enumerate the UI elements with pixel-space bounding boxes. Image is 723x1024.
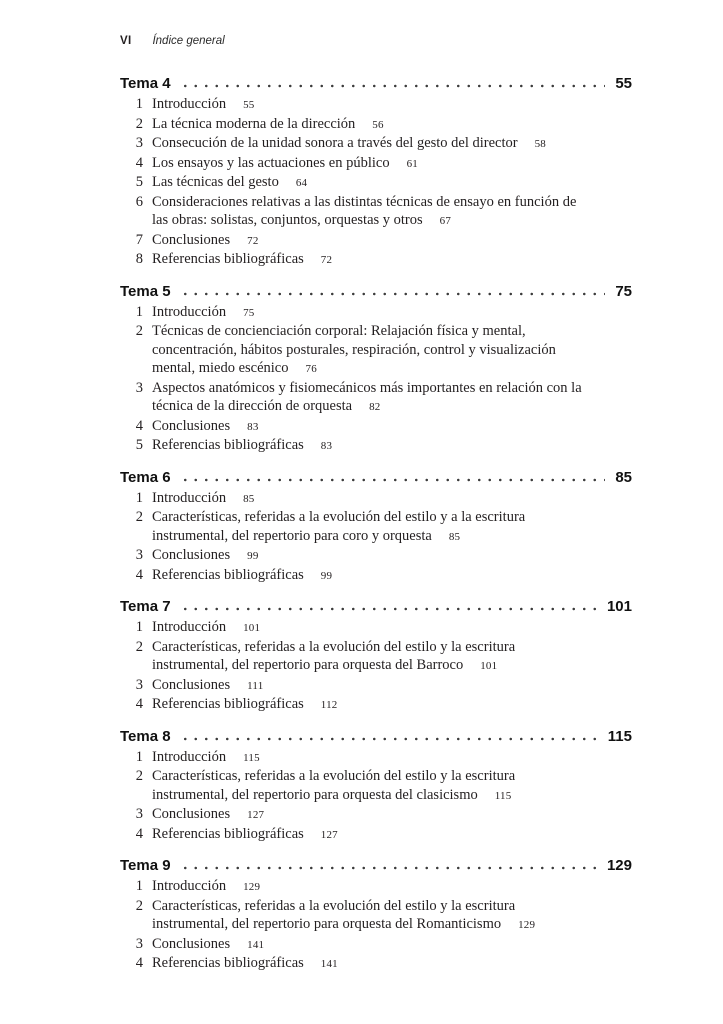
toc-section-heading — [120, 856, 632, 875]
item-body — [152, 748, 260, 768]
item-page: 112 — [320, 699, 338, 711]
toc-section — [120, 727, 632, 845]
item-title: Introducción — [152, 489, 227, 506]
toc-entry — [120, 193, 632, 231]
dot-leader — [180, 74, 606, 93]
item-number: 2 — [135, 768, 143, 784]
item-page: 56 — [372, 118, 384, 131]
item-number: 1 — [135, 489, 143, 506]
section-page: 101 — [606, 598, 632, 615]
item-number: 5 — [135, 437, 143, 453]
toc-entry — [120, 825, 632, 845]
toc-entry — [120, 436, 632, 456]
section-page: 75 — [615, 282, 632, 300]
item-number: 4 — [135, 696, 143, 712]
item-title: Referencias bibliográficas — [152, 251, 304, 267]
section-page: 85 — [615, 468, 632, 486]
toc-entry — [120, 508, 632, 546]
item-body — [152, 897, 585, 935]
item-page: 82 — [369, 401, 381, 413]
item-body — [152, 935, 264, 955]
running-header — [120, 34, 632, 48]
section-title: Tema 4 — [120, 75, 171, 92]
toc-entry — [120, 618, 632, 638]
toc-entry — [120, 154, 632, 174]
page-folio: VI — [120, 35, 132, 47]
item-title: Conclusiones — [152, 806, 231, 822]
toc-section-heading — [120, 727, 632, 746]
toc-entry — [120, 173, 632, 193]
item-page: 85 — [448, 530, 461, 543]
toc-entry — [120, 638, 632, 676]
item-title: Introducción — [152, 748, 227, 765]
section-page: 55 — [615, 75, 632, 92]
item-number: 1 — [135, 619, 143, 635]
item-body — [152, 193, 585, 231]
item-body — [152, 95, 255, 115]
item-title: Referencias bibliográficas — [152, 566, 304, 583]
toc-entry — [120, 417, 632, 437]
item-number: 3 — [135, 935, 143, 952]
item-page: 129 — [243, 881, 261, 893]
item-number: 4 — [135, 154, 143, 171]
section-title: Tema 5 — [120, 282, 171, 300]
item-number: 2 — [135, 509, 143, 525]
item-page: 76 — [305, 363, 317, 375]
item-page: 83 — [320, 440, 333, 452]
item-body — [152, 173, 307, 193]
item-title: Características, referidas a la evolución del estilo y a la escritura instrumental, del repertorio para coro y orquesta — [152, 509, 526, 544]
item-title: Introducción — [152, 96, 227, 112]
item-page: 129 — [518, 919, 536, 931]
toc-entry — [120, 954, 632, 974]
item-body — [152, 877, 260, 897]
item-body — [152, 379, 585, 417]
item-page: 141 — [320, 958, 338, 970]
running-title: Índice general — [152, 35, 225, 47]
item-page: 127 — [320, 828, 338, 841]
item-page: 72 — [320, 254, 333, 266]
item-title: La técnica moderna de la dirección — [152, 115, 356, 132]
item-number: 6 — [135, 193, 143, 210]
item-page: 55 — [243, 99, 255, 111]
toc-entry — [120, 877, 632, 897]
section-items — [120, 618, 632, 715]
toc-entry — [120, 303, 632, 323]
item-number: 4 — [135, 417, 143, 434]
toc-entry — [120, 231, 632, 251]
item-title: Características, referidas a la evolución del estilo y la escritura instrumental, del repertorio para orquesta del Barroco — [152, 638, 516, 673]
dot-leader — [180, 282, 606, 301]
item-number: 7 — [135, 231, 143, 248]
item-number: 2 — [135, 115, 143, 132]
section-title: Tema 6 — [120, 468, 171, 486]
section-title: Tema 7 — [120, 598, 171, 615]
toc-entry — [120, 489, 632, 509]
item-page: 64 — [295, 177, 308, 189]
item-body — [152, 508, 585, 546]
item-body — [152, 676, 263, 696]
item-number: 3 — [135, 676, 143, 693]
item-number: 2 — [135, 897, 143, 914]
toc-entry — [120, 115, 632, 135]
item-body — [152, 322, 585, 379]
item-title: Consideraciones relativas a las distintas técnicas de ensayo en función de las obras: solistas, conjuntos, orquestas y otros — [152, 193, 577, 228]
item-body — [152, 805, 264, 825]
item-number: 1 — [135, 878, 143, 894]
item-body — [152, 825, 338, 845]
item-number: 3 — [135, 547, 143, 563]
item-page: 83 — [247, 420, 259, 433]
section-page: 115 — [607, 727, 632, 745]
section-title: Tema 8 — [120, 727, 171, 745]
item-title: Técnicas de concienciación corporal: Relajación física y mental, concentración, hábitos posturales, respiración, control y visualización mental, miedo escénico — [152, 323, 556, 376]
item-title: Introducción — [152, 303, 227, 320]
item-title: Los ensayos y las actuaciones en público — [152, 154, 390, 171]
toc-section — [120, 856, 632, 974]
toc-entry — [120, 748, 632, 768]
item-title: Consecución de la unidad sonora a través del gesto del director — [152, 135, 518, 151]
section-items — [120, 489, 632, 586]
item-body — [152, 566, 332, 586]
item-number: 3 — [135, 135, 143, 151]
toc-section-heading — [120, 597, 632, 616]
item-page: 67 — [439, 215, 452, 227]
item-number: 2 — [135, 323, 143, 339]
toc-entry — [120, 379, 632, 417]
toc-entry — [120, 95, 632, 115]
item-body — [152, 638, 585, 676]
item-number: 4 — [135, 566, 143, 583]
item-number: 5 — [135, 174, 143, 190]
toc-entry — [120, 250, 632, 270]
toc-entry — [120, 322, 632, 379]
section-items — [120, 877, 632, 974]
toc-entry — [120, 935, 632, 955]
section-page: 129 — [606, 857, 632, 874]
toc-section-heading — [120, 282, 632, 301]
dot-leader — [180, 597, 597, 616]
item-page: 75 — [243, 306, 255, 319]
item-title: Conclusiones — [152, 231, 231, 248]
toc-entry — [120, 805, 632, 825]
item-page: 101 — [243, 622, 261, 634]
item-body — [152, 115, 384, 135]
item-page: 61 — [406, 157, 418, 170]
toc-section-heading — [120, 468, 632, 487]
item-number: 4 — [135, 825, 143, 842]
item-page: 99 — [320, 569, 333, 582]
item-title: Referencias bibliográficas — [152, 955, 304, 971]
section-title: Tema 9 — [120, 857, 171, 874]
item-title: Las técnicas del gesto — [152, 174, 279, 190]
item-body — [152, 417, 259, 437]
item-title: Introducción — [152, 878, 227, 894]
item-page: 99 — [247, 550, 259, 562]
item-body — [152, 767, 585, 805]
dot-leader — [180, 856, 597, 875]
toc-entry — [120, 897, 632, 935]
section-items — [120, 95, 632, 270]
item-title: Conclusiones — [152, 417, 231, 434]
dot-leader — [180, 727, 598, 746]
toc-section-heading — [120, 74, 632, 93]
item-page: 115 — [494, 789, 512, 802]
toc-entry — [120, 676, 632, 696]
toc-entry — [120, 134, 632, 154]
item-title: Referencias bibliográficas — [152, 825, 304, 842]
item-number: 3 — [135, 379, 143, 396]
item-body — [152, 436, 332, 456]
toc-section — [120, 468, 632, 586]
item-number: 4 — [135, 955, 143, 971]
item-title: Conclusiones — [152, 547, 231, 563]
section-items — [120, 748, 632, 845]
item-number: 1 — [135, 96, 143, 112]
item-title: Características, referidas a la evolución del estilo y la escritura instrumental, del repertorio para orquesta del clasicismo — [152, 768, 516, 803]
item-title: Conclusiones — [152, 935, 231, 952]
item-body — [152, 134, 546, 154]
dot-leader — [180, 468, 606, 487]
item-title: Referencias bibliográficas — [152, 696, 304, 712]
item-page: 101 — [480, 660, 498, 672]
toc-section — [120, 597, 632, 715]
item-body — [152, 303, 255, 323]
item-body — [152, 154, 418, 174]
toc — [120, 74, 632, 974]
toc-section — [120, 74, 632, 270]
toc-section — [120, 282, 632, 456]
item-title: Introducción — [152, 619, 227, 635]
item-body — [152, 618, 260, 638]
item-title: Características, referidas a la evolución del estilo y la escritura instrumental, del repertorio para orquesta del Romanticismo — [152, 897, 516, 932]
toc-entry — [120, 695, 632, 715]
item-page: 111 — [247, 679, 264, 692]
item-page: 85 — [243, 492, 255, 505]
item-page: 58 — [534, 138, 547, 150]
item-body — [152, 954, 338, 974]
item-number: 1 — [135, 303, 143, 320]
item-title: Conclusiones — [152, 676, 231, 693]
item-number: 8 — [135, 251, 143, 267]
item-number: 1 — [135, 748, 143, 765]
item-title: Referencias bibliográficas — [152, 437, 304, 453]
item-body — [152, 546, 259, 566]
section-items — [120, 303, 632, 456]
item-title: Aspectos anatómicos y fisiomecánicos más importantes en relación con la técnica de la dirección de orquesta — [152, 379, 582, 414]
toc-entry — [120, 566, 632, 586]
item-page: 72 — [247, 234, 259, 247]
toc-entry — [120, 767, 632, 805]
item-body — [152, 489, 255, 509]
item-body — [152, 695, 337, 715]
item-page: 141 — [247, 938, 265, 951]
item-body — [152, 231, 259, 251]
item-page: 127 — [247, 809, 265, 821]
item-page: 115 — [243, 751, 260, 764]
item-number: 3 — [135, 806, 143, 822]
item-body — [152, 250, 332, 270]
item-number: 2 — [135, 638, 143, 655]
toc-entry — [120, 546, 632, 566]
